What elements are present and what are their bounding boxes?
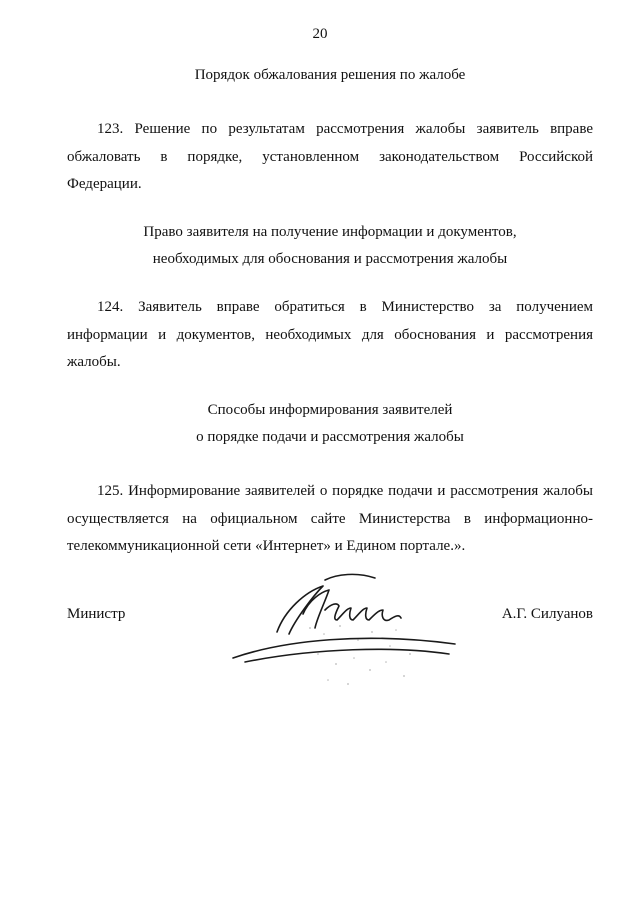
section-heading-informing [60, 397, 600, 451]
section-heading-appeal [60, 62, 600, 89]
paragraph-124 [67, 294, 593, 377]
paragraph-line: обжаловать в порядке, установленном законодательством Российской [67, 148, 593, 165]
heading-line: о порядке подачи и рассмотрения жалобы [196, 429, 464, 445]
paragraph-line: осуществляется на официальном сайте Министерства в информационно- [67, 510, 593, 527]
paragraph-line: жалобы. [67, 354, 121, 370]
paragraph-line: телекоммуникационной сети «Интернет» и Едином портале.». [67, 538, 466, 554]
paragraph-line: Федерации. [67, 176, 142, 192]
paragraph-125 [67, 478, 593, 561]
heading-line: необходимых для обоснования и рассмотрения жалобы [152, 251, 508, 267]
heading-line: Порядок обжалования решения по жалобе [194, 67, 466, 83]
heading-line: Способы информирования заявителей [207, 402, 453, 418]
heading-line: Право заявителя на получение информации и документов, [143, 224, 517, 240]
paragraph-line: 123. Решение по результатам рассмотрения жалобы заявитель вправе [97, 121, 593, 137]
paragraph-line: 125. Информирование заявителей о порядке подачи и рассмотрения жалобы [97, 483, 593, 499]
signatory-name: А.Г. Силуанов [501, 606, 593, 622]
paragraph-line: информации и документов, необходимых для обоснования и рассмотрения [67, 326, 593, 343]
paragraph-line: 124. Заявитель вправе обратиться в Министерство за получением [97, 299, 593, 315]
signature-row [67, 606, 593, 636]
section-heading-right-to-info [60, 219, 600, 273]
signatory-title: Министр [67, 606, 126, 622]
paragraph-123 [67, 116, 593, 199]
page-number: 20 [312, 26, 328, 42]
